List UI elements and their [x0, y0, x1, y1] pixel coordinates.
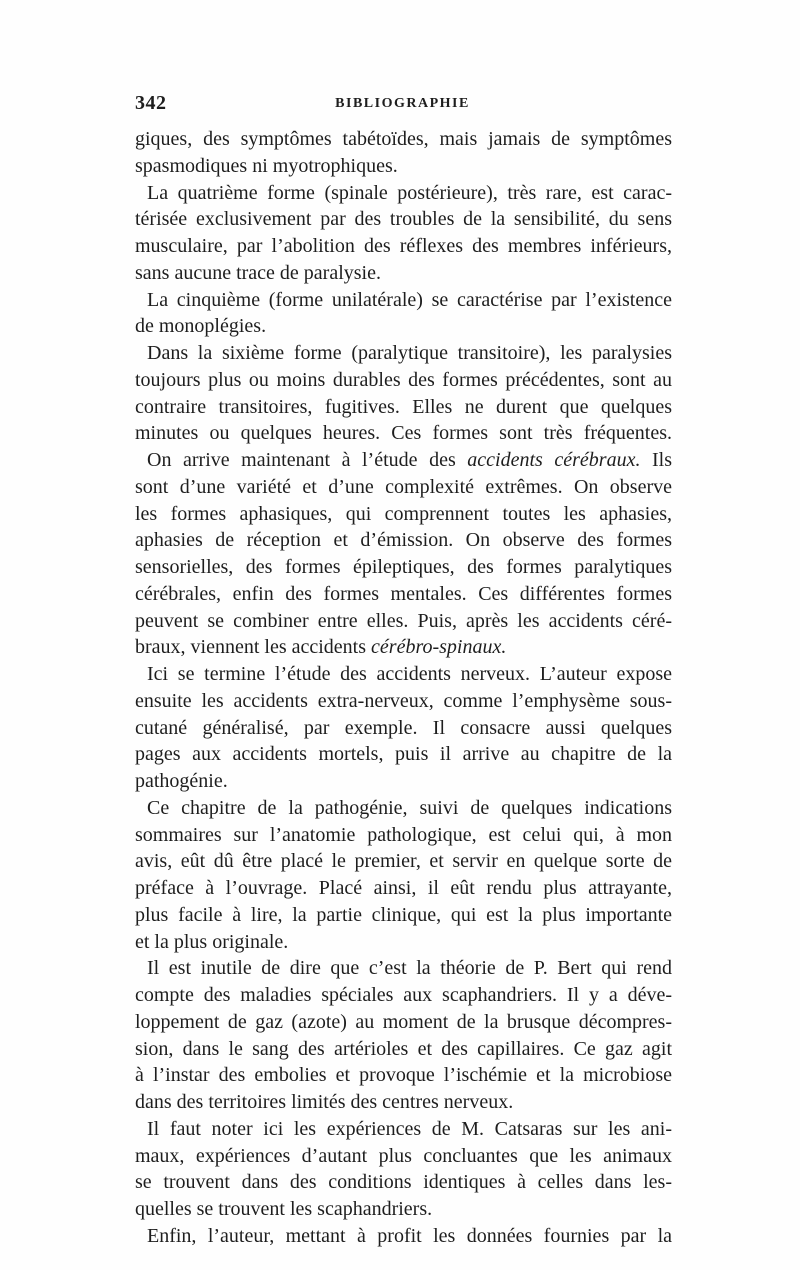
text-line	[135, 848, 672, 875]
text-line	[135, 340, 672, 367]
text-line-content: les formes aphasiques, qui comprennent toutes les aphasies,	[135, 502, 672, 525]
text-line	[135, 1116, 672, 1143]
text-line-content: compte des maladies spéciales aux scaphandriers. Il y a déve-	[135, 984, 672, 1006]
body-text	[135, 126, 672, 1250]
text-line	[135, 955, 672, 982]
text-line	[135, 260, 672, 287]
text-line-content: Il faut noter ici les expériences de M. Catsaras sur les ani-	[147, 1117, 672, 1140]
text-line	[135, 1089, 672, 1116]
page-number: 342	[135, 92, 167, 114]
text-line-content: La quatrième forme (spinale postérieure), très rare, est carac-	[147, 181, 672, 204]
italic-term: cérébro-spinaux.	[371, 636, 507, 659]
text-line-content: braux, viennent les accidents	[135, 636, 372, 659]
text-line	[135, 661, 672, 688]
text-line	[135, 634, 672, 661]
text-line	[135, 741, 672, 768]
text-line-content: musculaire, par l’abolition des réflexes des membres inférieurs,	[135, 235, 672, 257]
text-line-content: toujours plus ou moins durables des formes précédentes, sont au	[135, 368, 672, 391]
text-line	[135, 420, 672, 447]
text-line-content: de monoplégies.	[135, 315, 267, 338]
text-line-content: cutané généralisé, par exemple. Il consacre aussi quelques	[135, 716, 672, 739]
text-line-content: Il est inutile de dire que c’est la théorie de P. Bert qui rend	[147, 957, 672, 980]
text-line-content: à l’instar des embolies et provoque l’ischémie et la microbiose	[135, 1064, 672, 1087]
text-line-content: préface à l’ouvrage. Placé ainsi, il eût rendu plus attrayante,	[135, 877, 672, 899]
italic-term: accidents cérébraux.	[467, 449, 641, 471]
text-line-content: se trouvent dans des conditions identiques à celles dans les-	[135, 1171, 672, 1194]
text-line	[135, 367, 672, 394]
text-line-content: pathogénie.	[135, 770, 228, 792]
text-line	[135, 608, 672, 635]
text-line	[135, 1143, 672, 1170]
text-line	[135, 527, 672, 554]
text-line-content: peuvent se combiner entre elles. Puis, après les accidents céré-	[135, 609, 672, 632]
text-line	[135, 180, 672, 207]
text-line-content: giques, des symptômes tabétoïdes, mais jamais de symptômes	[135, 128, 672, 150]
text-line-content: contraire transitoires, fugitives. Elles ne durent que quelques	[135, 395, 672, 418]
text-line-content: minutes ou quelques heures. Ces formes sont très fréquentes.	[135, 422, 672, 445]
text-line	[135, 768, 672, 795]
text-line	[135, 1036, 672, 1063]
text-line	[135, 688, 672, 715]
text-line-content: La cinquième (forme unilatérale) se caractérise par l’existence	[147, 288, 672, 311]
text-line-content: maux, expériences d’autant plus concluantes que les animaux	[135, 1144, 672, 1167]
text-line	[135, 1062, 672, 1089]
text-line	[135, 1223, 672, 1250]
text-line	[135, 1196, 672, 1223]
text-line	[135, 501, 672, 528]
text-line	[135, 581, 672, 608]
text-line-content: et la plus originale.	[135, 930, 289, 953]
text-line-content: Ici se termine l’étude des accidents nerveux. L’auteur expose	[147, 663, 672, 685]
text-line	[135, 902, 672, 929]
text-line-content: On arrive maintenant à l’étude des	[147, 449, 468, 471]
text-line	[135, 875, 672, 902]
text-line	[135, 394, 672, 421]
text-line-content: cérébrales, enfin des formes mentales. Ces différentes formes	[135, 582, 672, 605]
text-line	[135, 447, 672, 474]
text-line-content: ensuite les accidents extra-nerveux, comme l’emphysème sous-	[135, 689, 672, 712]
text-line	[135, 287, 672, 314]
text-line	[135, 153, 672, 180]
text-line	[135, 313, 672, 340]
text-line-content: térisée exclusivement par des troubles de la sensibilité, du sens	[135, 208, 672, 231]
text-line-content: sommaires sur l’anatomie pathologique, est celui qui, à mon	[135, 823, 672, 846]
text-line-content: sensorielles, des formes épileptiques, des formes paralytiques	[135, 556, 672, 578]
text-line	[135, 822, 672, 849]
text-line-content: Enfin, l’auteur, mettant à profit les données fournies par la	[147, 1224, 672, 1247]
text-line-content: dans des territoires limités des centres nerveux.	[135, 1091, 514, 1113]
text-line	[135, 554, 672, 581]
text-line-content: pages aux accidents mortels, puis il arrive au chapitre de la	[135, 743, 672, 766]
text-line-content: plus facile à lire, la partie clinique, qui est la plus importante	[135, 903, 672, 926]
text-line-content: loppement de gaz (azote) au moment de la brusque décompres-	[135, 1010, 672, 1033]
text-line-content: sans aucune trace de paralysie.	[135, 261, 381, 284]
text-line	[135, 233, 672, 260]
running-title: BIBLIOGRAPHIE	[335, 96, 470, 111]
text-line	[135, 206, 672, 233]
text-line	[135, 126, 672, 153]
page-header	[135, 92, 670, 116]
text-line-content: aphasies de réception et d’émission. On observe des formes	[135, 529, 672, 552]
text-line-content: avis, eût dû être placé le premier, et servir en quelque sorte de	[135, 850, 672, 873]
text-line	[135, 929, 672, 956]
text-line-content: Dans la sixième forme (paralytique transitoire), les paralysies	[147, 342, 672, 364]
text-line-content: quelles se trouvent les scaphandriers.	[135, 1198, 433, 1220]
text-line-content: spasmodiques ni myotrophiques.	[135, 154, 398, 177]
text-line-content: sont d’une variété et d’une complexité extrêmes. On observe	[135, 475, 672, 498]
text-line-content: Ce chapitre de la pathogénie, suivi de quelques indications	[147, 796, 672, 819]
text-line	[135, 795, 672, 822]
text-line	[135, 715, 672, 742]
text-line-content: sion, dans le sang des artérioles et des capillaires. Ce gaz agit	[135, 1037, 672, 1060]
text-line	[135, 1009, 672, 1036]
text-line	[135, 1169, 672, 1196]
text-line	[135, 474, 672, 501]
text-line	[135, 982, 672, 1009]
text-line-continuation: Ils	[640, 449, 673, 471]
